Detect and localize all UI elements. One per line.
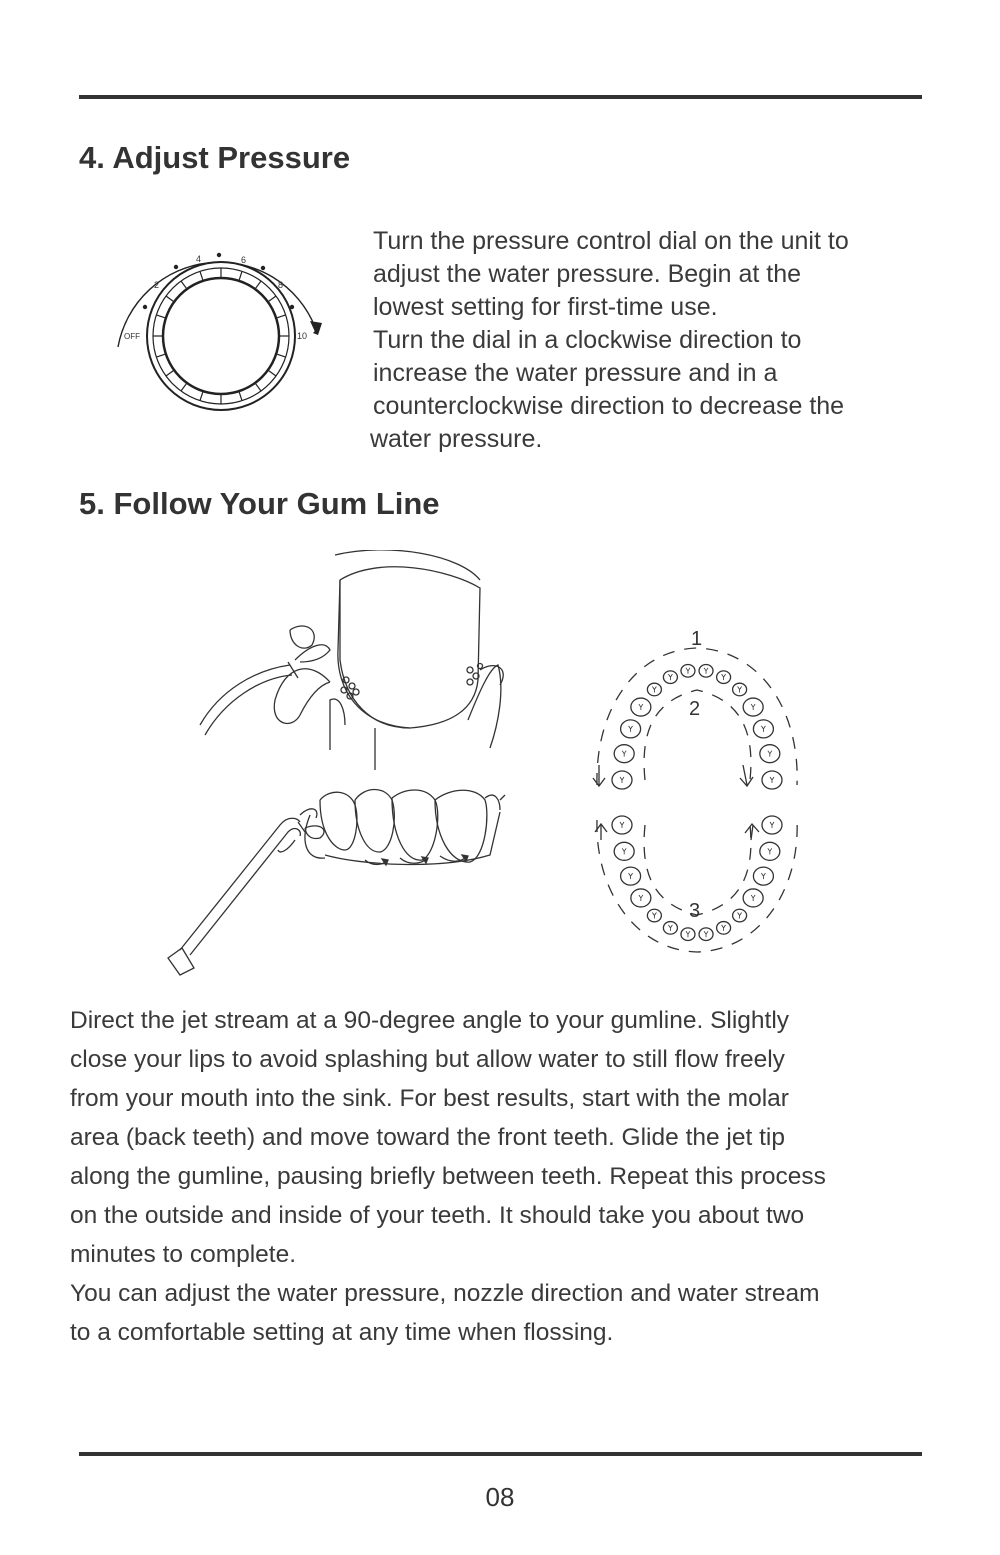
dial-line: counterclockwise direction to decrease the	[373, 392, 845, 420]
dial-instructions	[370, 225, 933, 456]
dial-line: Turn the pressure control dial on the unit to	[373, 227, 849, 255]
body-line: You can adjust the water pressure, nozzle direction and water stream	[70, 1280, 820, 1307]
dial-line: increase the water pressure and in a	[373, 359, 778, 387]
body-line: to a comfortable setting at any time when flossing.	[70, 1319, 614, 1346]
gumline-instructions	[70, 1001, 970, 1352]
gumline-mouth-illustration	[160, 550, 520, 980]
dial-line: Turn the dial in a clockwise direction to	[373, 326, 802, 354]
section-5-title: 5. Follow Your Gum Line	[79, 486, 440, 521]
dial-label-4: 4	[196, 254, 202, 264]
body-line: close your lips to avoid splashing but allow water to still flow freely	[70, 1046, 785, 1073]
dial-line: lowest setting for first-time use.	[373, 293, 718, 321]
body-line: minutes to complete.	[70, 1241, 297, 1268]
arch-label-1: 1	[691, 628, 703, 650]
dial-label-8: 8	[278, 280, 284, 290]
dial-label-off: OFF	[124, 332, 140, 341]
pressure-dial-figure	[110, 235, 340, 420]
arch-label-3: 3	[689, 900, 701, 922]
dial-label-6: 6	[241, 255, 247, 265]
bottom-rule	[79, 1452, 922, 1456]
body-line: along the gumline, pausing briefly between teeth. Repeat this process	[70, 1163, 826, 1190]
dial-line: adjust the water pressure. Begin at the	[373, 260, 802, 288]
body-line: from your mouth into the sink. For best results, start with the molar	[70, 1085, 789, 1112]
page-number: 08	[485, 1482, 515, 1512]
dental-arch-diagram	[585, 620, 810, 960]
body-line: area (back teeth) and move toward the front teeth. Glide the jet tip	[70, 1124, 785, 1151]
section-4-title: 4. Adjust Pressure	[79, 140, 351, 175]
body-line: on the outside and inside of your teeth. It should take you about two	[70, 1202, 805, 1229]
body-line: Direct the jet stream at a 90-degree angle to your gumline. Slightly	[70, 1007, 790, 1034]
dial-label-2: 2	[154, 280, 160, 290]
arch-label-2: 2	[689, 698, 701, 720]
dial-line: water pressure.	[370, 425, 543, 453]
dial-label-10: 10	[297, 331, 308, 341]
top-rule	[79, 95, 922, 99]
